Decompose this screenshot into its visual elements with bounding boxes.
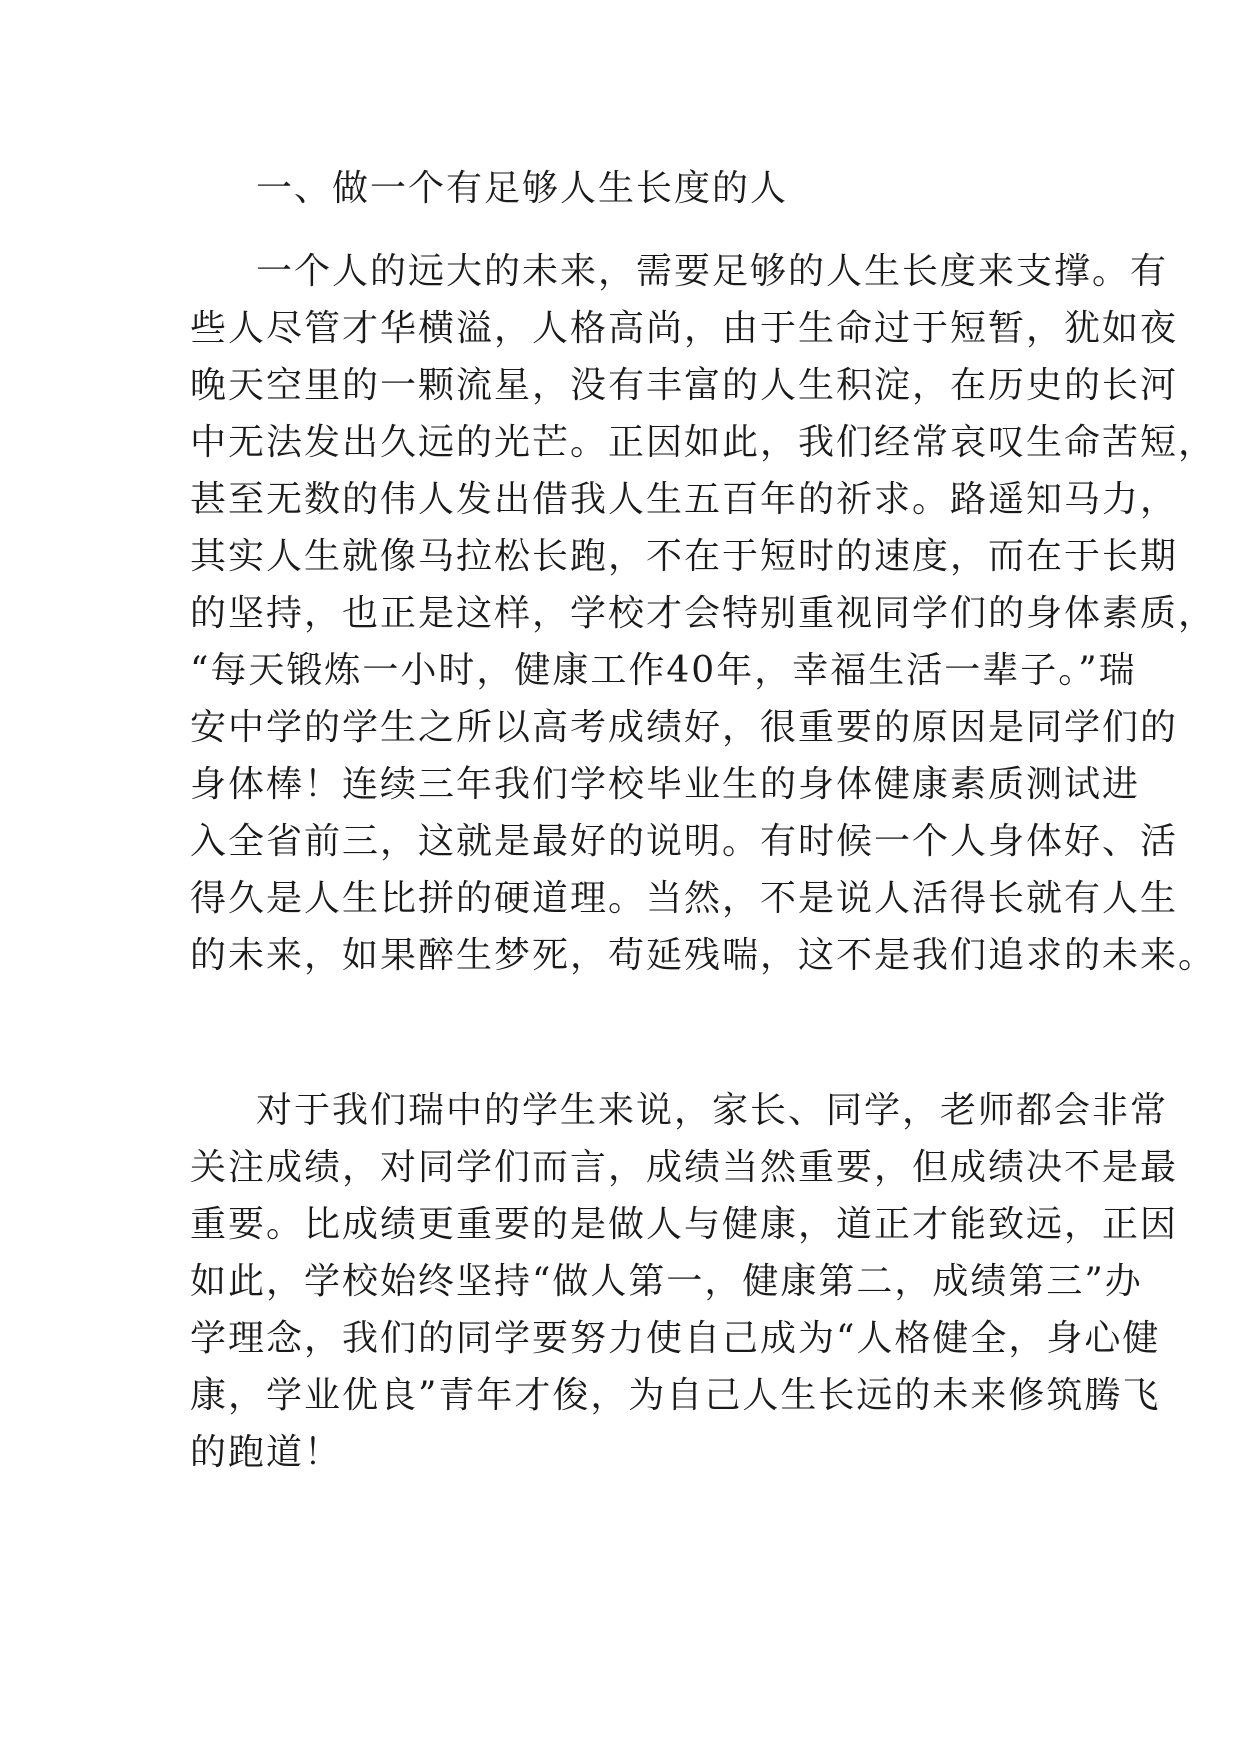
paragraph-line: 甚至无数的伟人发出借我人生五百年的祈求。路遥知马力， — [190, 479, 1179, 520]
paragraph-2 — [190, 1082, 1179, 1481]
paragraph-line: 学理念，我们的同学要努力使自己成为“人格健全，身心健 — [190, 1318, 1161, 1359]
paragraph-line: 康，学业优良”青年才俊，为自己人生长远的未来修筑腾飞 — [190, 1375, 1161, 1416]
paragraph-line: 其实人生就像马拉松长跑，不在于短时的速度，而在于长期 — [190, 536, 1179, 577]
paragraph-line: 身体棒！连续三年我们学校毕业生的身体健康素质测试进 — [190, 764, 1141, 805]
section-heading — [256, 160, 1116, 217]
heading-line: 一、做一个有足够人生长度的人 — [256, 168, 789, 209]
paragraph-line: 重要。比成绩更重要的是做人与健康，道正才能致远，正因 — [190, 1204, 1179, 1245]
paragraph-line: 对于我们瑞中的学生来说，家长、同学，老师都会非常 — [256, 1090, 1169, 1131]
paragraph-line: 的跑道！ — [190, 1432, 343, 1473]
paragraph-line: 晚天空里的一颗流星，没有丰富的人生积淀，在历史的长河 — [190, 365, 1179, 406]
paragraph-line: “每天锻炼一小时，健康工作40年，幸福生活一辈子。”瑞 — [190, 650, 1137, 691]
paragraph-line: 些人尽管才华横溢，人格高尚，由于生命过于短暂，犹如夜 — [190, 308, 1179, 349]
paragraph-line: 安中学的学生之所以高考成绩好，很重要的原因是同学们的 — [190, 707, 1179, 748]
paragraph-line: 关注成绩，对同学们而言，成绩当然重要，但成绩决不是最 — [190, 1147, 1179, 1188]
paragraph-line: 如此，学校始终坚持“做人第一，健康第二，成绩第三”办 — [190, 1261, 1143, 1302]
paragraph-line: 得久是人生比拼的硬道理。当然，不是说人活得长就有人生 — [190, 878, 1179, 919]
paragraph-line: 中无法发出久远的光芒。正因如此，我们经常哀叹生命苦短， — [190, 422, 1217, 463]
paragraph-line: 的未来，如果醉生梦死，苟延残喘，这不是我们追求的未来。 — [190, 935, 1217, 976]
paragraph-line: 入全省前三，这就是最好的说明。有时候一个人身体好、活 — [190, 821, 1179, 862]
paragraph-line: 的坚持，也正是这样，学校才会特别重视同学们的身体素质， — [190, 593, 1217, 634]
paragraph-1 — [190, 243, 1217, 984]
paragraph-line: 一个人的远大的未来，需要足够的人生长度来支撑。有 — [256, 251, 1169, 292]
